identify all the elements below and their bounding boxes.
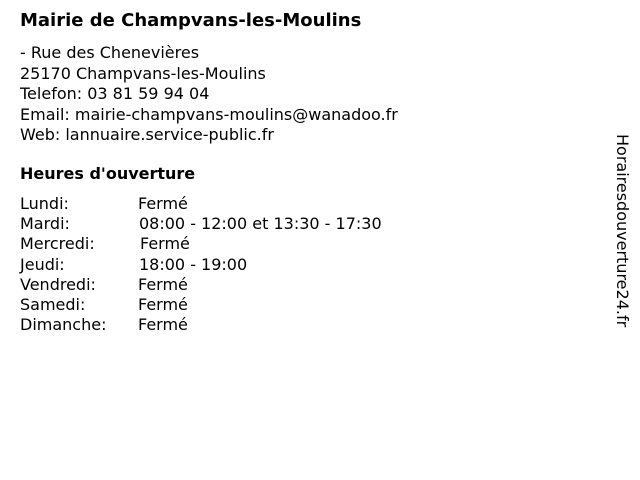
- hours-value: Fermé: [138, 315, 188, 335]
- day-label: Mercredi:: [20, 234, 95, 254]
- hours-value: Fermé: [140, 234, 190, 254]
- opening-hours-table: [20, 194, 382, 335]
- phone-number: Telefon: 03 81 59 94 04: [20, 84, 210, 103]
- street-address: - Rue des Chenevières: [20, 43, 200, 62]
- address-block: [20, 43, 398, 146]
- hours-value: Fermé: [138, 294, 188, 314]
- hours-row-jeudi: [20, 255, 382, 275]
- website: Web: lannuaire.service-public.fr: [20, 125, 274, 144]
- hours-row-lundi: [20, 194, 382, 214]
- email-address: Email: mairie-champvans-moulins@wanadoo.fr: [20, 104, 398, 124]
- hours-row-mercredi: [20, 234, 382, 254]
- day-label: Mardi:: [20, 214, 70, 234]
- hours-row-mardi: [20, 214, 382, 234]
- hours-value: Fermé: [138, 194, 188, 213]
- hours-value: 18:00 - 19:00: [139, 254, 248, 274]
- day-label: Samedi:: [20, 294, 86, 314]
- day-label: Dimanche:: [20, 315, 107, 335]
- day-label: Vendredi:: [20, 274, 96, 294]
- day-label: Jeudi:: [20, 254, 65, 274]
- hours-row-samedi: [20, 295, 382, 315]
- hours-row-dimanche: [20, 315, 382, 335]
- hours-row-vendredi: [20, 275, 382, 295]
- city-address: 25170 Champvans-les-Moulins: [20, 63, 266, 83]
- hours-value: Fermé: [138, 274, 188, 294]
- site-brand-vertical: Horairesdouverture24.fr: [613, 134, 632, 328]
- day-label: Lundi:: [20, 194, 69, 213]
- page-title: Mairie de Champvans-les-Moulins: [20, 10, 362, 31]
- hours-value: 08:00 - 12:00 et 13:30 - 17:30: [139, 214, 382, 234]
- opening-hours-heading: Heures d'ouverture: [20, 164, 196, 183]
